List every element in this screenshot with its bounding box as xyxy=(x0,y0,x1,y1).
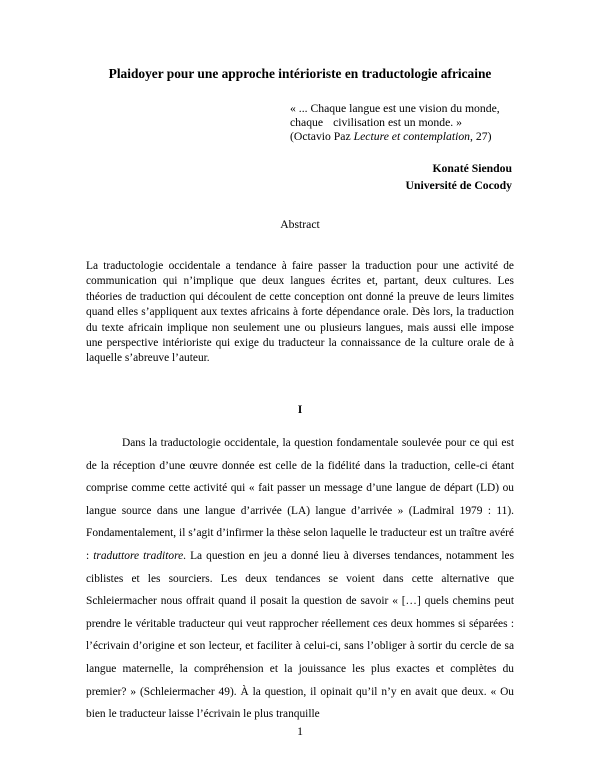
author-affiliation: Université de Cocody xyxy=(405,179,512,192)
abstract-text: La traductologie occidentale a tendance à faire passer la traduction pour une activité de communication qui n’implique que deux langues écrites et, partant, deux cultures. Les théories de traduction qui découlent de cette conception ont donné la preuve de leurs limites quand elles s’appliquent aux textes africains à forte dépendance orale. Dès lors, la traduction du texte africain implique non seulement une ou plusieurs langues, mais aussi elle impose une perspective intérioriste qui exige du traducteur la connaissance de la culture orale de à laquelle s’abreuve l’auteur. xyxy=(86,260,514,365)
section-heading: I xyxy=(297,403,303,416)
epigraph-line-2-end: civilisation est un monde. » xyxy=(333,116,462,129)
abstract-heading: Abstract xyxy=(280,218,320,231)
epigraph-line-2 xyxy=(290,116,540,130)
author-name: Konaté Siendou xyxy=(432,162,512,175)
body-italic-phrase: traduttore traditore xyxy=(93,549,184,562)
epigraph-line-2-start: chaque xyxy=(290,116,324,129)
body-paragraph xyxy=(86,432,514,726)
document-title: Plaidoyer pour une approche intérioriste en traductologie africaine xyxy=(108,66,492,81)
epigraph-source-work: Lecture et contemplation xyxy=(353,130,471,143)
epigraph-line-1: « ... Chaque langue est une vision du monde, xyxy=(290,102,500,115)
body-text-part-1: Dans la traductologie occidentale, la question fondamentale soulevée pour ce qui est de la réception d’une œuvre donnée est celle de la fidélité dans la traduction, celle-ci étant comprise comme cette activité qui « fait passer un message d’une langue de départ (LD) ou langue source dans une langue d’arrivée (LA) langue d’arrivée » (Ladmiral 1979 : 11). Fondamentalement, il s’agit d’infirmer la thèse selon laquelle le traducteur est un traître avéré : xyxy=(86,437,514,562)
page-number: 1 xyxy=(297,725,303,738)
author-block xyxy=(406,160,512,194)
epigraph-source-suffix: , 27) xyxy=(470,130,492,143)
epigraph-source xyxy=(290,130,540,144)
body-text-part-2: . La question en jeu a donné lieu à diverses tendances, notamment les ciblistes et les sourciers. Les deux tendances se voient dans cette alternative que Schleiermacher nous offrait quand il posait la question de savoir « […] quels chemins peut prendre le véritable traducteur qui veut rapprocher réellement ces deux hommes si séparées : l’écrivain d’origine et son lecteur, et faciliter à celui-ci, sans l’obliger à sortir du cercle de sa langue maternelle, la compréhension et la jouissance les plus exactes et complètes du premier? » (Schleiermacher 49). À la question, il opinait qu’il n’y en avait que deux. « Ou bien le traducteur laisse l’écrivain le plus tranquille xyxy=(86,549,515,721)
epigraph-source-prefix: (Octavio Paz xyxy=(290,130,354,143)
epigraph xyxy=(290,102,540,144)
